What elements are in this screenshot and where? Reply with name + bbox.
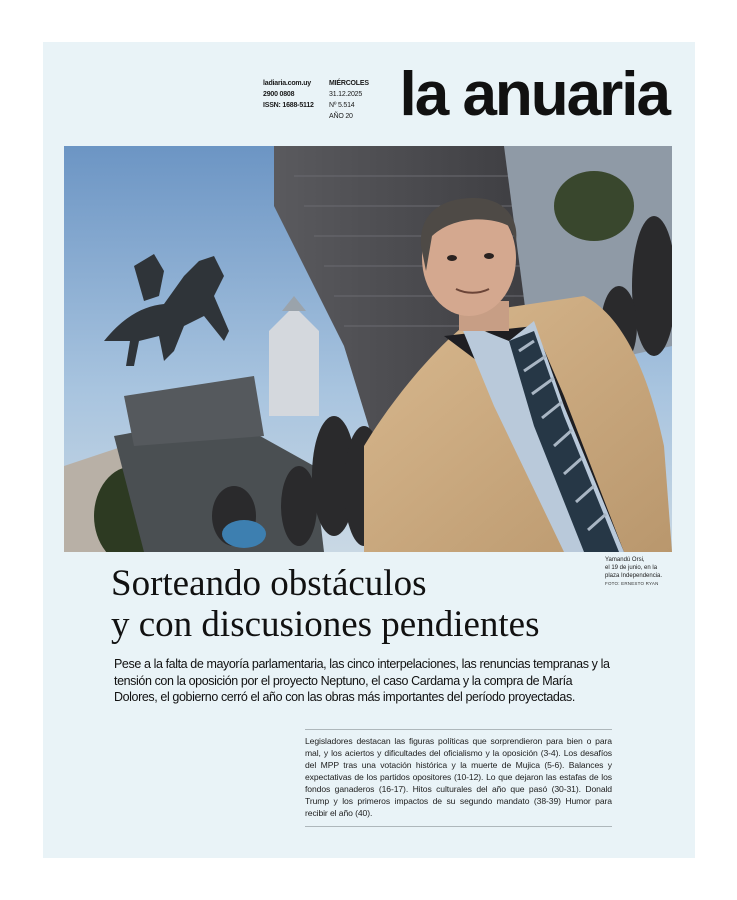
issue-number: Nº 5.514 (329, 102, 355, 109)
photo-credit: FOTO: ERNESTO RYAN (605, 581, 659, 586)
caption-line: plaza Independencia. (605, 573, 663, 579)
phone-number: 2900 0808 (263, 91, 295, 98)
issue-info (329, 78, 369, 122)
photo-caption (605, 556, 685, 588)
headline-line: Sorteando obstáculos (111, 563, 427, 604)
front-page (43, 42, 695, 858)
issn: ISSN: 1688-5112 (263, 102, 314, 109)
headline-line: y con discusiones pendientes (111, 604, 540, 645)
publication-year: AÑO 20 (329, 113, 353, 120)
contents-summary: Legisladores destacan las figuras políticas que sorprendieron para bien o para mal, y los aciertos y dificultades del oficialismo y la oposición (3-4). Los desafíos del MPP tras una votación histórica y la muerte de Mujica (5-6). Balances y expectativas de los partidos opositores (10-12). Lo que dejaron las estafas de los fondos ganaderos (16-17). Hitos culturales del año que pasó (30-31). Donald Trump y los primeros impactos de su segundo mandato (38-39) Humor para recibir el año (40). (305, 729, 612, 827)
caption-line: el 19 de junio, en la (605, 565, 658, 571)
caption-line: Yamandú Orsi, (605, 557, 645, 563)
cover-photo (64, 146, 672, 552)
website-url[interactable]: ladiaria.com.uy (263, 80, 311, 87)
weekday: MIÉRCOLES (329, 80, 369, 87)
issue-date: 31.12.2025 (329, 91, 363, 98)
headline[interactable] (111, 563, 611, 645)
standfirst: Pese a la falta de mayoría parlamentaria, las cinco interpelaciones, las renuncias tempranas y la tensión con la oposición por el proyecto Neptuno, el caso Cardama y la compra de María Dolores, el gobierno cerró el año con las obras más importantes del período proyectadas. (114, 657, 610, 704)
masthead-logo: la anuaria (399, 60, 669, 129)
cover-photo-illustration (64, 146, 672, 552)
publication-info (263, 78, 314, 111)
